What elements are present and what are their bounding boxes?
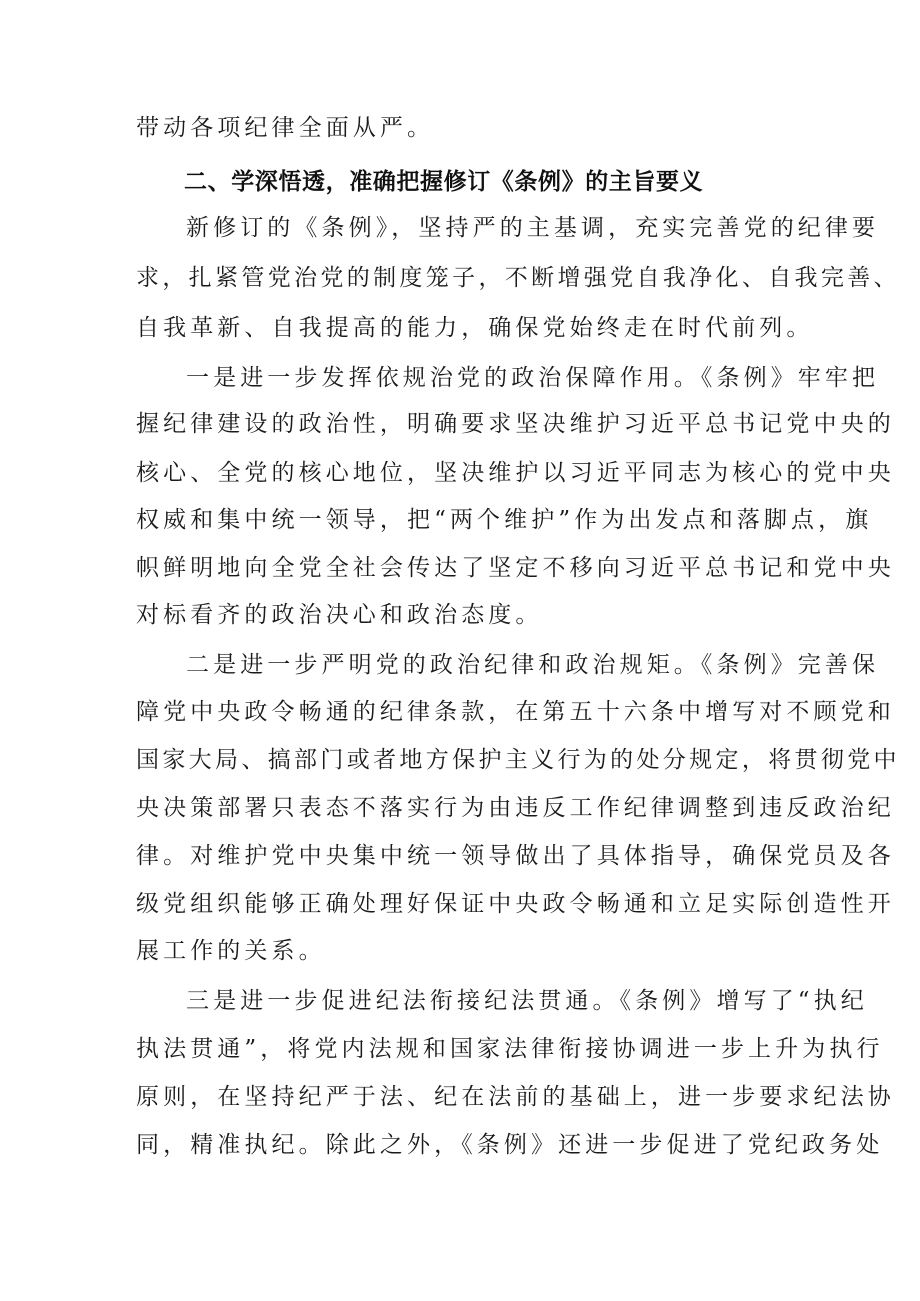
paragraph-2-line-2: 握纪律建设的政治性，明确要求坚决维护习近平总书记党中央的: [136, 411, 895, 437]
paragraph-4-line-2: 执法贯通”，将党内法规和国家法律衔接协调进一步上升为执行: [136, 1036, 884, 1062]
paragraph-1-line-3: 自我革新、自我提高的能力，确保党始终走在时代前列。: [136, 315, 814, 341]
paragraph-1-line-2: 求，扎紧管党治党的制度笼子，不断增强党自我净化、自我完善、: [136, 265, 900, 291]
paragraph-2-line-6: 对标看齐的政治决心和政治态度。: [136, 602, 543, 628]
paragraph-2-line-3: 核心、全党的核心地位，坚决维护以习近平同志为核心的党中央: [136, 460, 895, 486]
paragraph-3-line-1: 二是进一步严明党的政治纪律和政治规矩。《条例》完善保: [186, 652, 880, 678]
section-heading: 二、学深悟透，准确把握修订《条例》的主旨要义: [184, 169, 704, 195]
paragraph-4-line-4: 同，精准执纪。除此之外，《条例》还进一步促进了党纪政务处: [136, 1132, 884, 1158]
paragraph-3-line-5: 律。对维护党中央集中统一领导做出了具体指导，确保党员及各: [136, 843, 895, 869]
paragraph-3-line-2: 障党中央政令畅通的纪律条款，在第五十六条中增写对不顾党和: [136, 699, 895, 725]
paragraph-3-line-3: 国家大局、搞部门或者地方保护主义行为的处分规定，将贯彻党中: [136, 747, 900, 773]
paragraph-2-line-4: 权威和集中统一领导，把“两个维护”作为出发点和落脚点，旗: [136, 507, 873, 533]
paragraph-2-line-1: 一是进一步发挥依规治党的政治保障作用。《条例》牢牢把: [186, 365, 880, 391]
paragraph-3-line-6: 级党组织能够正确处理好保证中央政令畅通和立足实际创造性开: [136, 891, 895, 917]
paragraph-4-line-1: 三是进一步促进纪法衔接纪法贯通。《条例》增写了“执纪: [186, 988, 868, 1014]
continuation-line: 带动各项纪律全面从严。: [136, 115, 435, 141]
paragraph-4-line-3: 原则，在坚持纪严于法、纪在法前的基础上，进一步要求纪法协: [136, 1084, 895, 1110]
paragraph-3-line-7: 展工作的关系。: [136, 938, 326, 964]
paragraph-1-line-1: 新修订的《条例》，坚持严的主基调，充实完善党的纪律要: [186, 215, 880, 241]
paragraph-3-line-4: 央决策部署只表态不落实行为由违反工作纪律调整到违反政治纪: [136, 795, 895, 821]
paragraph-2-line-5: 帜鲜明地向全党全社会传达了坚定不移向习近平总书记和党中央: [136, 555, 895, 581]
